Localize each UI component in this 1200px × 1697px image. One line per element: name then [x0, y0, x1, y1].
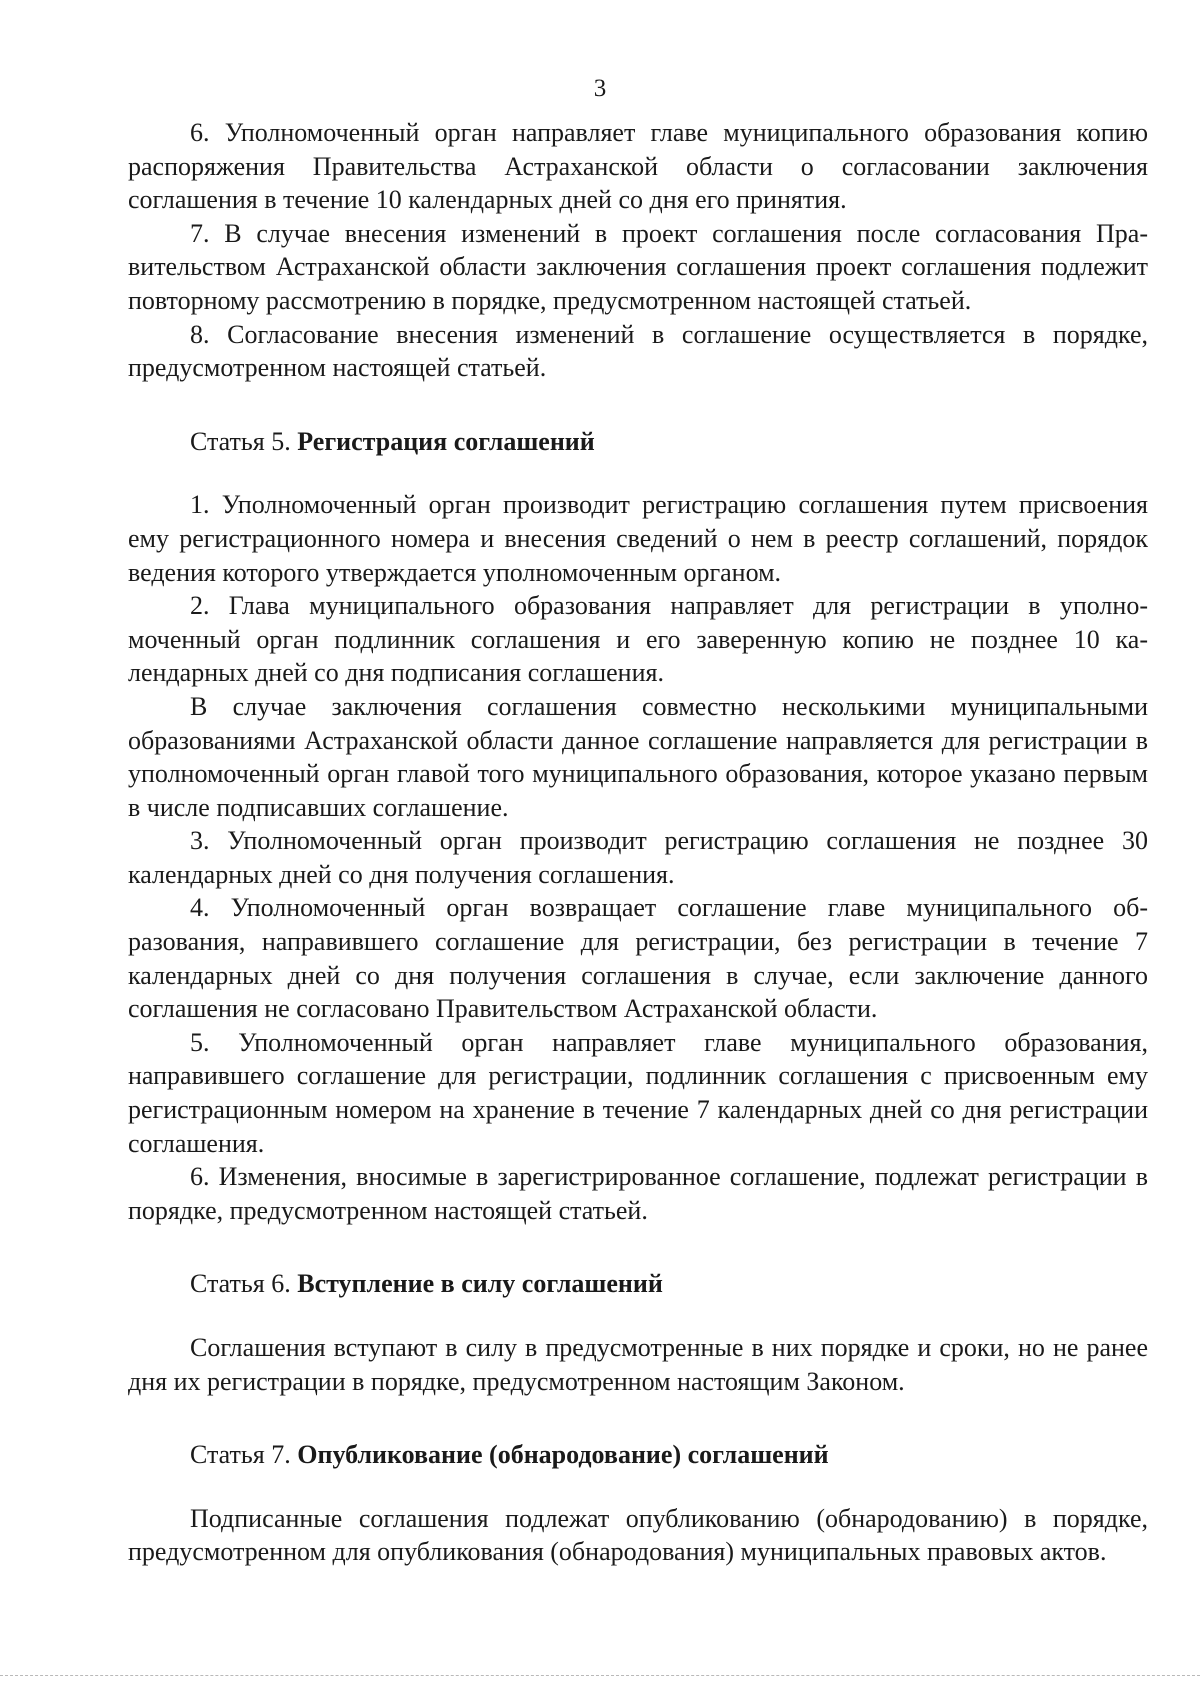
article5-prefix: Статья 5.: [190, 426, 298, 456]
article5-heading: [128, 425, 1148, 459]
article6-title: Вступление в силу соглашений: [297, 1269, 663, 1299]
document-body: [128, 116, 1148, 1569]
article6-heading: [128, 1267, 1148, 1301]
article6-prefix: Статья 6.: [190, 1269, 298, 1299]
article5-paragraph-2-cont: В случае заключения соглашения совместно несколькими муниципальными образованиями Астраханской области данное соглашение направляется для регистрации в уполномоченный орган главой того муниципального образования, которое указано первым в числе подписавших соглашение.: [128, 691, 1148, 822]
article4-paragraph-8: 8. Согласование внесения изменений в соглашение осуществляется в порядке, предусмотренном настоящей статьей.: [128, 319, 1148, 383]
article6-paragraph-1: Соглашения вступают в силу в предусмотренные в них порядке и сроки, но не ранее дня их регистрации в порядке, предусмотренном настоящим Законом.: [128, 1333, 1148, 1396]
article7-title: Опубликование (обнародование) соглашений: [297, 1440, 829, 1470]
article7-heading: [128, 1438, 1148, 1472]
article5-paragraph-6: 6. Изменения, вносимые в зарегистрированное соглашение, подлежат регистрации в порядке, предусмотренном настоящей статьей.: [128, 1162, 1148, 1225]
article7-paragraph-1: Подписанные соглашения подлежат опубликованию (обнародованию) в порядке, предусмотренном для опубликования (обнародования) муниципальных правовых актов.: [128, 1503, 1148, 1567]
article5-paragraph-1: 1. Уполномоченный орган производит регистрацию соглашения путем присвоения ему регистрационного номера и внесения сведений о нем в реестр соглашений, порядок ведения которого утверждается уполномоченным органом.: [128, 490, 1148, 587]
article5-paragraph-3: 3. Уполномоченный орган производит регистрацию соглашения не позднее 30 календарных дней со дня получения соглашения.: [128, 826, 1148, 889]
scan-edge-divider: [0, 1675, 1200, 1676]
article5-title: Регистрация соглашений: [297, 426, 595, 456]
page-number: 3: [593, 75, 607, 102]
article5-paragraph-4: 4. Уполномоченный орган возвращает соглашение главе муниципального образования, направившего соглашение для регистрации, без регистрации в течение 7 календарных дней со дня получения соглашения в случае, если заключение данного соглашения не согласовано Правительством Астраханской области.: [128, 893, 1148, 1024]
article5-paragraph-2: 2. Глава муниципального образования направляет для регистрации в уполномоченный орган подлинник соглашения и его заверенную копию не позднее 10 календарных дней со дня подписания соглашения.: [128, 591, 1148, 688]
article4-paragraph-7: 7. В случае внесения изменений в проект соглашения после согласования Правительством Астраханской области заключения соглашения проект соглашения подлежит повторному рассмотрению в порядке, предусмотренном настоящей статьей.: [128, 218, 1148, 315]
article7-prefix: Статья 7.: [190, 1440, 298, 1470]
article4-paragraph-6: 6. Уполномоченный орган направляет главе муниципального образования копию распоряжения Правительства Астраханской области о согласовании заключения соглашения в течение 10 календарных дней со дня его принятия.: [128, 118, 1148, 215]
article5-paragraph-5: 5. Уполномоченный орган направляет главе муниципального образования, направившего соглашение для регистрации, подлинник соглашения с присвоенным ему регистрационным номером на хранение в течение 7 календарных дней со дня регистрации соглашения.: [128, 1027, 1148, 1158]
